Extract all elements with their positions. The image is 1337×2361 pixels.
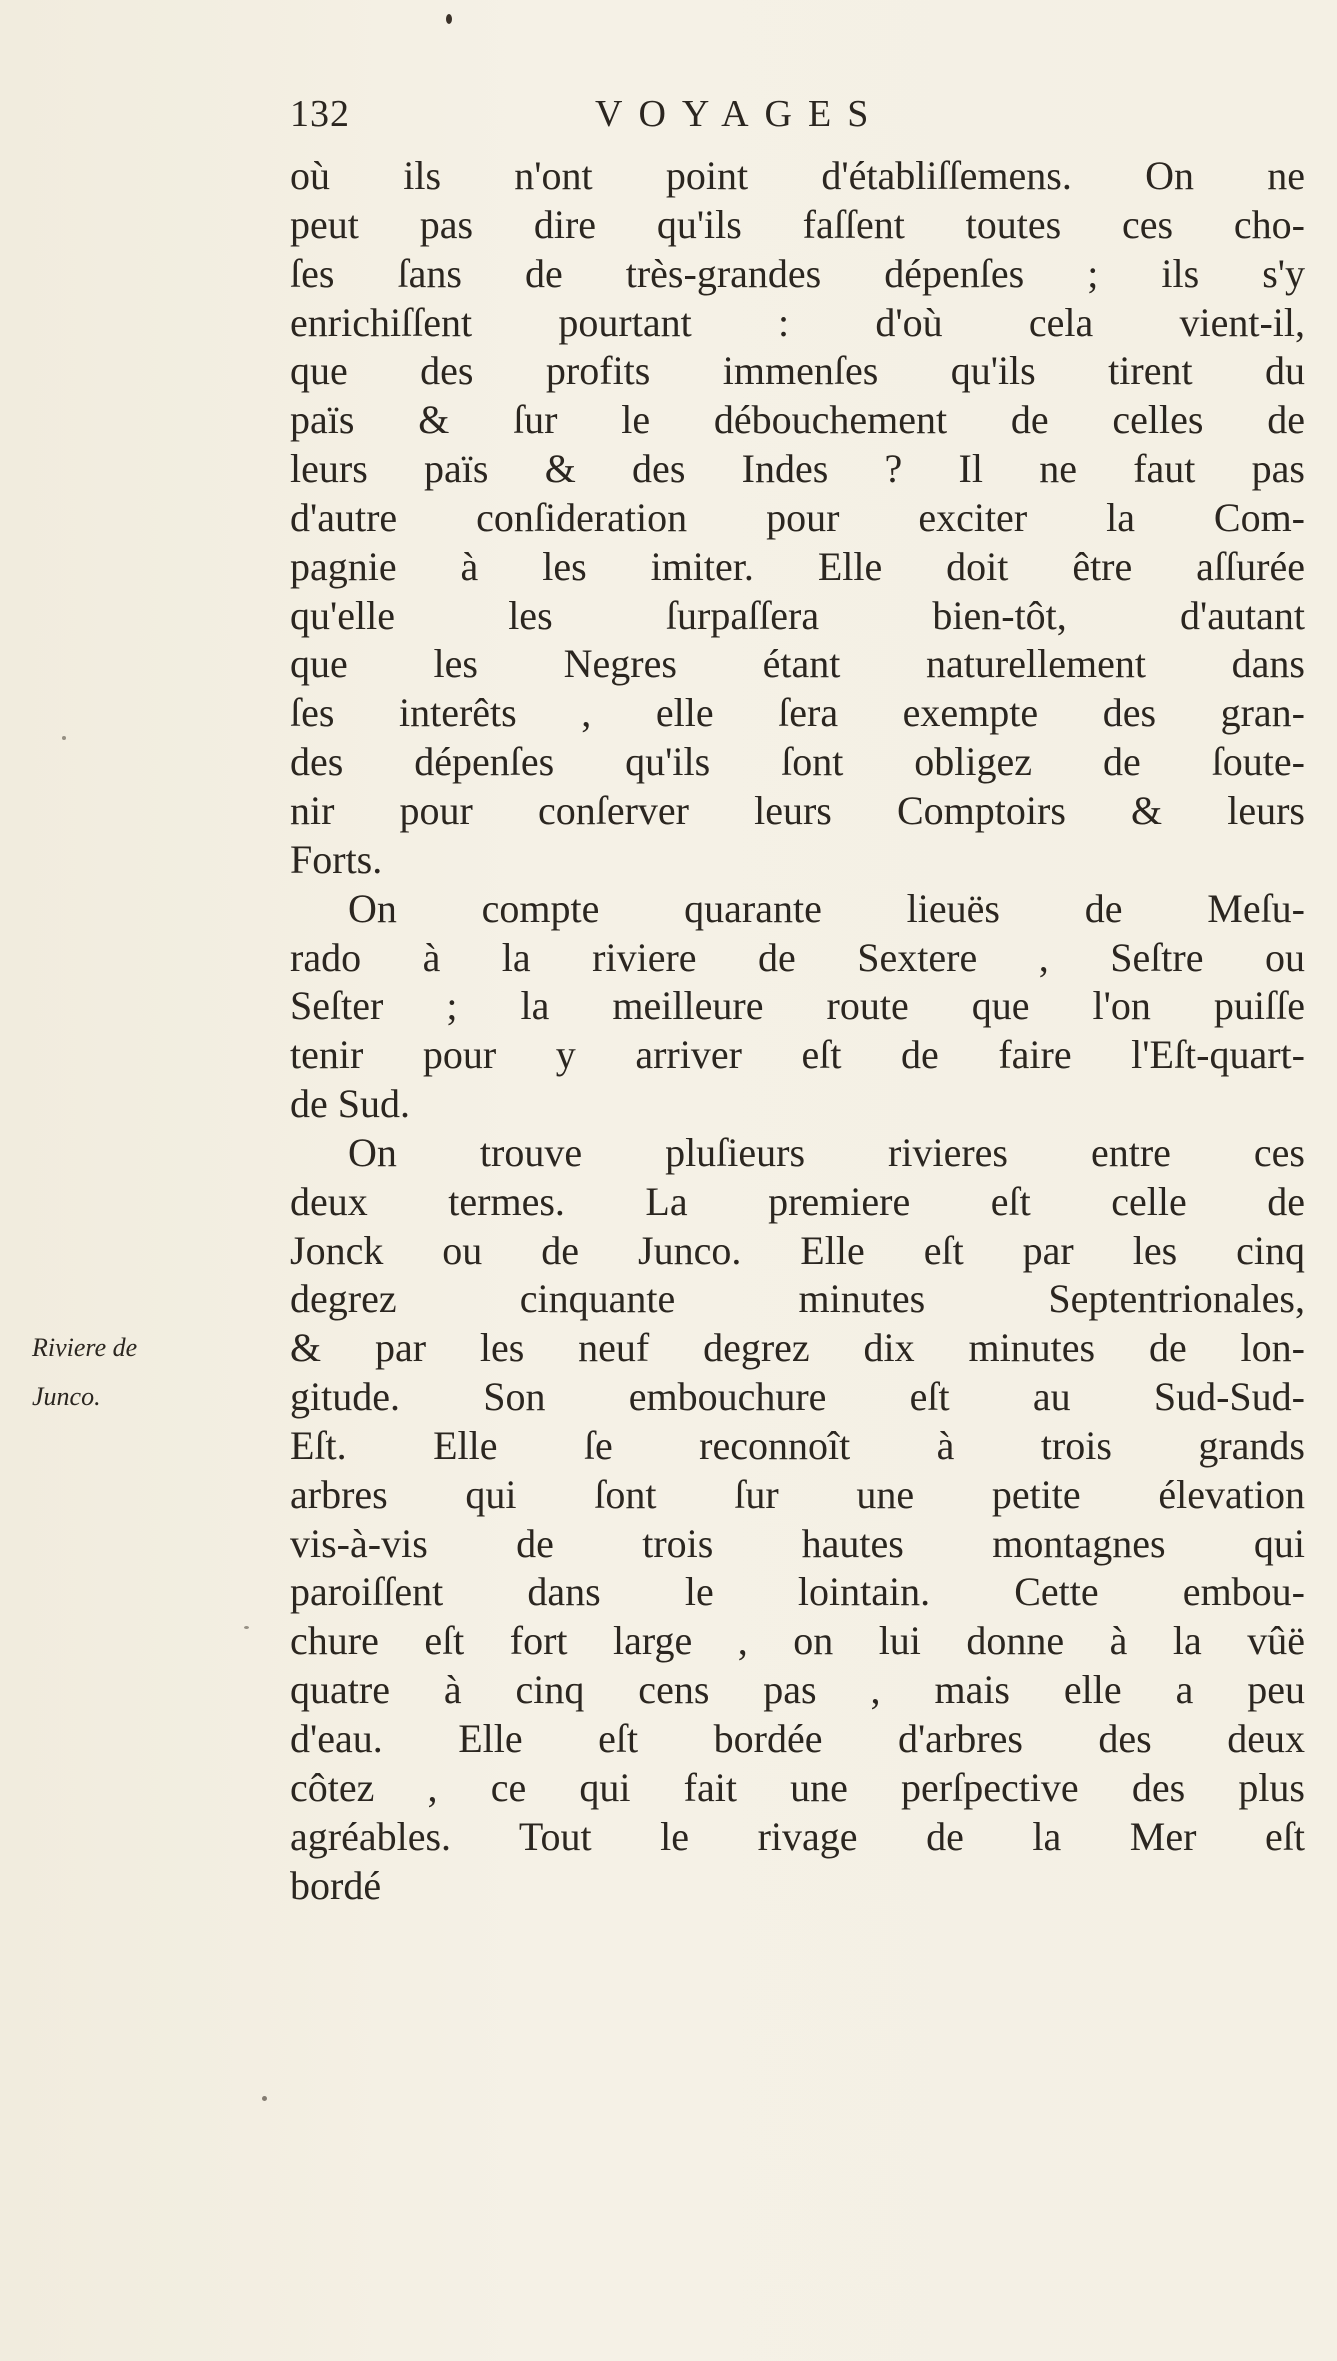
- text-line: qu'elle les ſurpaſſera bien-tôt, d'autant: [290, 592, 1305, 638]
- text-line: quatre à cinq cens pas , mais elle a peu: [290, 1667, 1305, 1713]
- text-line: leurs païs & des Indes ? Il ne faut pas: [290, 446, 1305, 492]
- text-line: Jonck ou de Junco. Elle eſt par les cinq: [290, 1227, 1305, 1273]
- body-text: [290, 152, 1305, 1910]
- ink-speck: [262, 2096, 267, 2101]
- text-line: païs & ſur le débouchement de celles de: [290, 397, 1305, 443]
- text-line: où ils n'ont point d'établiſſemens. On ne: [290, 153, 1305, 198]
- running-title: VOYAGES: [595, 93, 885, 135]
- text-line: gitude. Son embouchure eſt au Sud-Sud-: [290, 1374, 1305, 1420]
- text-line: rado à la riviere de Sextere , Seſtre ou: [290, 934, 1305, 980]
- text-line: pagnie à les imiter. Elle doit être aſſurée: [290, 543, 1305, 589]
- text-line: nir pour conſerver leurs Comptoirs & leurs: [290, 787, 1305, 833]
- text-line: que les Negres étant naturellement dans: [290, 641, 1305, 687]
- text-line: & par les neuf degrez dix minutes de lon-: [290, 1325, 1305, 1371]
- text-line: de Sud.: [290, 1081, 410, 1127]
- text-line: Eſt. Elle ſe reconnoît à trois grands: [290, 1422, 1305, 1468]
- text-line: peut pas dire qu'ils faſſent toutes ces cho-: [290, 201, 1305, 247]
- text-line: tenir pour y arriver eſt de faire l'Eſt-quart-: [290, 1032, 1305, 1078]
- text-line: des dépenſes qu'ils ſont obligez de ſoute-: [290, 739, 1305, 785]
- page-header: [290, 92, 1050, 142]
- text-line: ſes interêts , elle ſera exempte des gran-: [290, 690, 1305, 736]
- ink-speck: [244, 1626, 249, 1629]
- text-line: Seſter ; la meilleure route que l'on puiſſe: [290, 983, 1305, 1029]
- ink-speck: [446, 14, 452, 24]
- text-line: On trouve pluſieurs rivieres entre ces: [348, 1129, 1305, 1175]
- text-line: On compte quarante lieuës de Meſu-: [348, 885, 1305, 931]
- text-line: paroiſſent dans le lointain. Cette embou-: [290, 1569, 1305, 1615]
- ink-speck: [62, 736, 66, 740]
- text-line: que des profits immenſes qu'ils tirent du: [290, 348, 1305, 394]
- margin-note-line-2: Junco.: [32, 1382, 101, 1411]
- text-line: bordé: [290, 1862, 382, 1908]
- text-line: agréables. Tout le rivage de la Mer eſt: [290, 1813, 1305, 1859]
- text-line: ſes ſans de très-grandes dépenſes ; ils s'y: [290, 250, 1305, 296]
- text-line: d'eau. Elle eſt bordée d'arbres des deux: [290, 1716, 1305, 1761]
- text-line: vis-à-vis de trois hautes montagnes qui: [290, 1520, 1305, 1566]
- text-line: Forts.: [290, 836, 383, 882]
- text-line: arbres qui ſont ſur une petite élevation: [290, 1471, 1305, 1517]
- text-line: enrichiſſent pourtant : d'où cela vient-il,: [290, 299, 1305, 345]
- margin-note-line-1: Riviere de: [32, 1333, 138, 1362]
- text-line: d'autre conſideration pour exciter la Com-: [290, 494, 1305, 540]
- text-line: côtez , ce qui fait une perſpective des plus: [290, 1764, 1305, 1810]
- text-line: degrez cinquante minutes Septentrionales,: [290, 1276, 1305, 1322]
- text-line: chure eſt fort large , on lui donne à la vûë: [290, 1618, 1305, 1664]
- page-number: 132: [290, 93, 350, 135]
- text-line: deux termes. La premiere eſt celle de: [290, 1178, 1305, 1224]
